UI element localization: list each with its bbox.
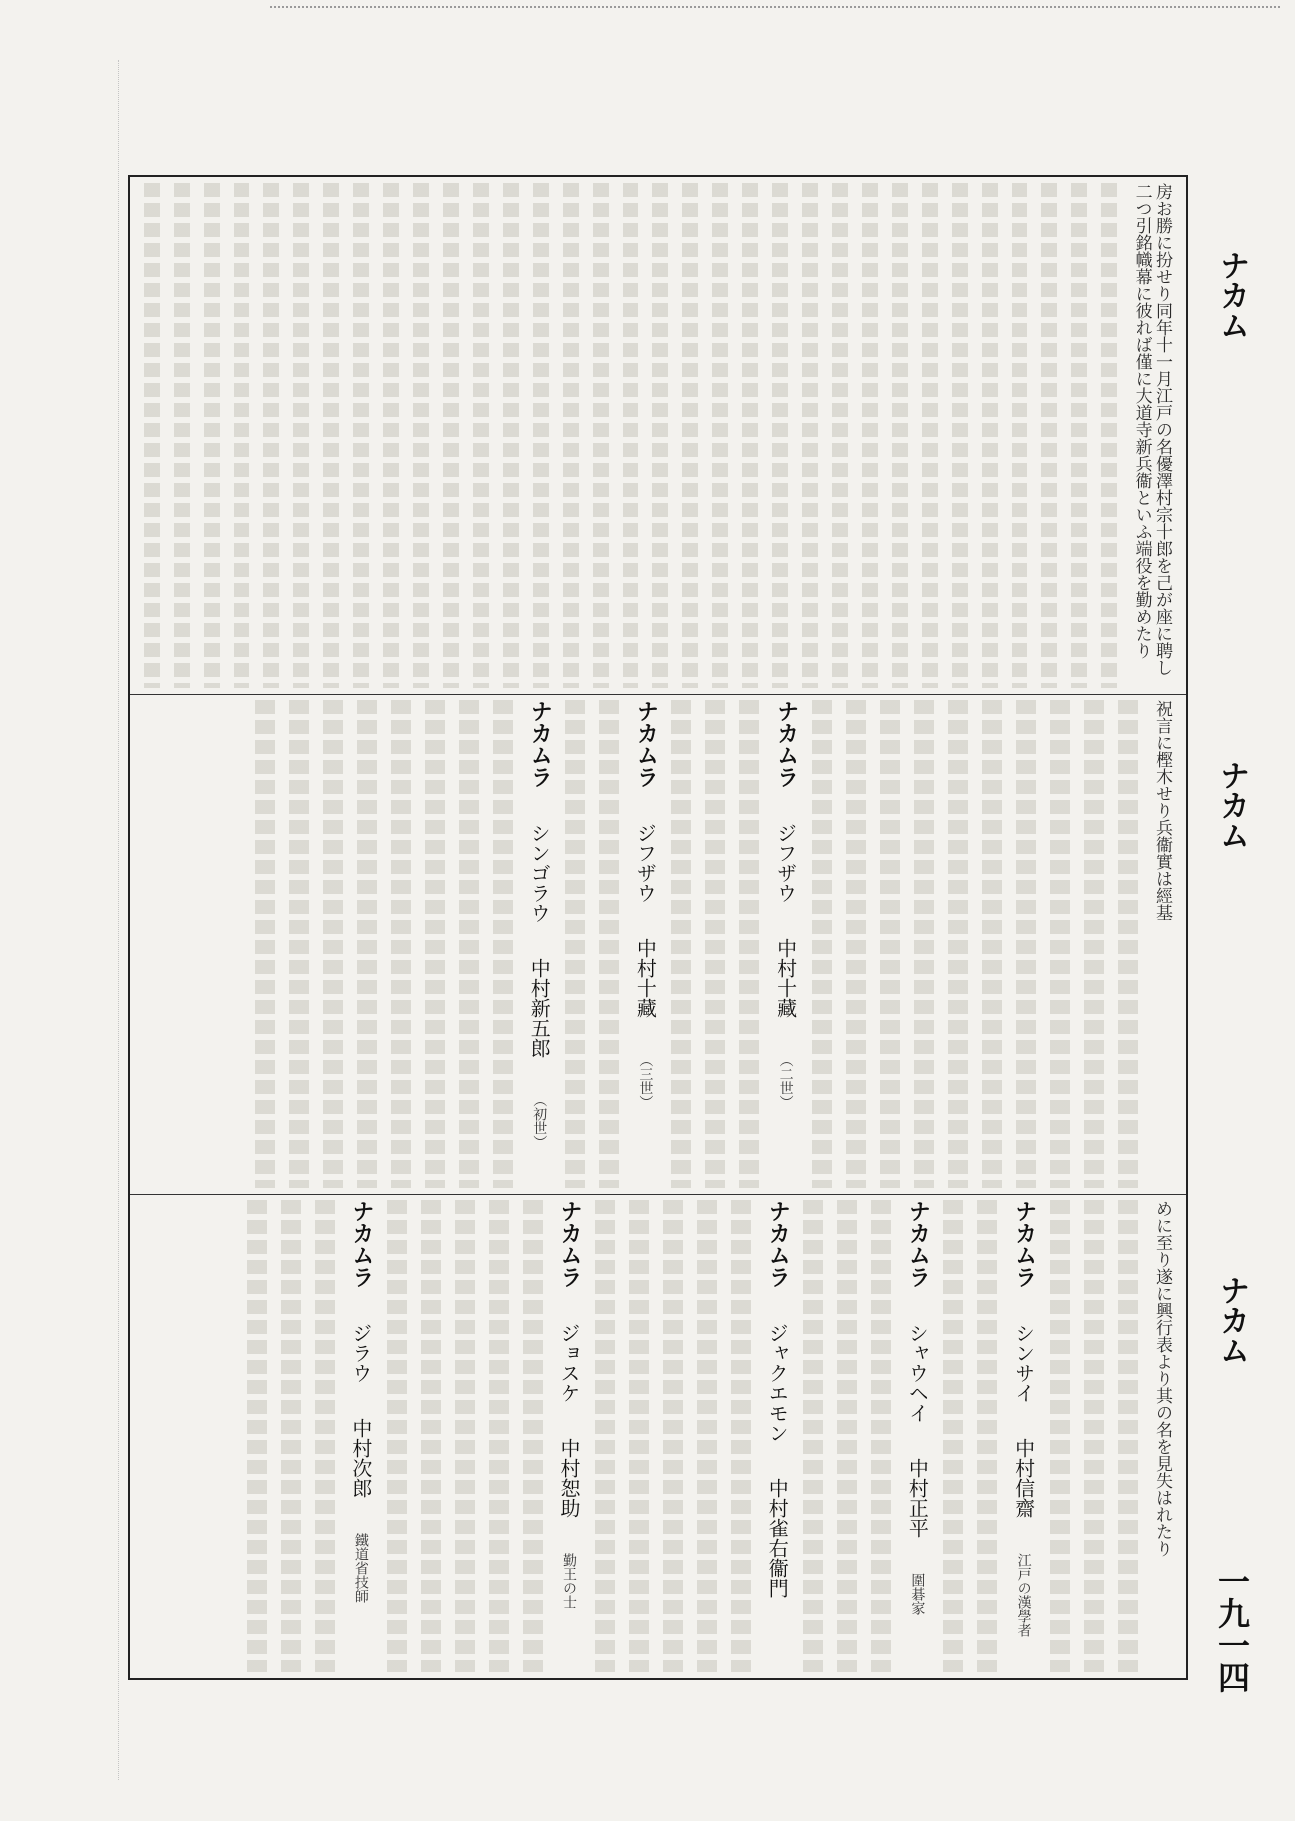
text-column [922, 183, 938, 688]
text-column [1050, 700, 1070, 1188]
text-column [493, 700, 513, 1188]
tier-3 [134, 1194, 1182, 1678]
text-column [383, 183, 399, 688]
text-column [459, 700, 479, 1188]
entry-note: （三世） [637, 1053, 654, 1109]
text-column [802, 183, 818, 688]
text-column [943, 1200, 963, 1672]
text-column [803, 1200, 823, 1672]
left-dotted-rule [118, 60, 119, 1780]
text-column [247, 1200, 267, 1672]
page-frame [128, 175, 1188, 1680]
entry-heading [905, 1200, 929, 1672]
text-column [593, 183, 609, 688]
text-column [353, 183, 369, 688]
entry-note: （初世） [531, 1093, 548, 1149]
entry-reading: ジャクエモン [765, 1323, 790, 1443]
entry-heading [633, 700, 657, 1188]
text-column [671, 700, 691, 1188]
text-column [473, 183, 489, 688]
text-column [289, 700, 309, 1188]
entry-heading [557, 1200, 581, 1672]
text-column [652, 183, 668, 688]
entry-name: ナカムラ [773, 700, 799, 788]
text-column [565, 700, 585, 1188]
text-column [255, 700, 275, 1188]
text-column [204, 183, 220, 688]
text-column [952, 183, 968, 688]
entry-heading [349, 1200, 373, 1672]
text-column [1071, 183, 1087, 688]
text-column [323, 183, 339, 688]
text-column [739, 700, 759, 1188]
entry-heading [773, 700, 797, 1188]
text-column [1041, 183, 1057, 688]
text-column [443, 183, 459, 688]
text-column [1084, 700, 1104, 1188]
section-header: ナカム [1214, 760, 1249, 850]
entry-kanji: 中村次郎 [348, 1418, 373, 1498]
entry-name: ナカムラ [905, 1200, 931, 1288]
text-column [523, 1200, 543, 1672]
text-column [731, 1200, 751, 1672]
text-column [705, 700, 725, 1188]
entry-kanji: 中村雀右衞門 [765, 1478, 790, 1598]
text-column [914, 700, 934, 1188]
entry-reading: ジフザウ [633, 823, 658, 903]
tier-1 [134, 177, 1182, 694]
text-column [982, 700, 1002, 1188]
text-column [742, 183, 758, 688]
entry-reading: ジフザウ [773, 823, 798, 903]
text-column [174, 183, 190, 688]
text-column [323, 700, 343, 1188]
text-column [712, 183, 728, 688]
top-dotted-rule [270, 6, 1280, 8]
text-column [533, 183, 549, 688]
text-column [623, 183, 639, 688]
entry-name: ナカムラ [527, 700, 553, 788]
entry-reading: ジョスケ [557, 1323, 582, 1403]
text-column [663, 1200, 683, 1672]
entry-note: 圍碁家 [909, 1573, 926, 1615]
entry-kanji: 中村十藏 [633, 938, 658, 1018]
entry-reading: シンゴラウ [527, 823, 552, 923]
entry-note: （二世） [777, 1053, 794, 1109]
entry-note: 江戸の漢學者 [1015, 1553, 1032, 1637]
entry-name: ナカムラ [633, 700, 659, 788]
tier3-lead-text: めに至り遂に興行表より其の名を見失はれたり [1152, 1200, 1172, 1557]
text-column [144, 183, 160, 688]
entry-name: ナカムラ [765, 1200, 791, 1288]
text-column [293, 183, 309, 688]
text-column [977, 1200, 997, 1672]
text-column [629, 1200, 649, 1672]
entry-kanji: 中村正平 [905, 1458, 930, 1538]
text-column [1118, 1200, 1138, 1672]
tier2-lead-text: 祝言に樫木せり兵衞實は經基 [1152, 700, 1172, 921]
text-column [1012, 183, 1028, 688]
section-header: ナカム [1214, 1275, 1249, 1365]
entry-reading: シンサイ [1011, 1323, 1036, 1403]
text-column [357, 700, 377, 1188]
text-column [599, 700, 619, 1188]
text-column [425, 700, 445, 1188]
text-column [682, 183, 698, 688]
text-column [772, 183, 788, 688]
text-column [880, 700, 900, 1188]
text-column [862, 183, 878, 688]
text-column [832, 183, 848, 688]
page-number: 一九一四 [1213, 1565, 1251, 1693]
entry-kanji: 中村恕助 [557, 1438, 582, 1518]
text-column [387, 1200, 407, 1672]
entry-kanji: 中村新五郎 [527, 958, 552, 1058]
entry-heading [527, 700, 551, 1188]
entry-note: 鐵道省技師 [352, 1533, 369, 1603]
text-column [281, 1200, 301, 1672]
text-column [1101, 183, 1117, 688]
text-column [563, 183, 579, 688]
tier1-lead-text: 房お勝に扮せり同年十一月江戸の名優澤村宗十郎を己が座に聘し二つ引銘幟幕に彼れば僅に大道寺新兵衞といふ端役を勤めたり [1131, 183, 1172, 676]
text-column [503, 183, 519, 688]
text-column [892, 183, 908, 688]
entry-name: ナカムラ [348, 1200, 374, 1288]
text-column [413, 183, 429, 688]
text-column [846, 700, 866, 1188]
entry-kanji: 中村十藏 [773, 938, 798, 1018]
entry-name: ナカムラ [1011, 1200, 1037, 1288]
text-column [812, 700, 832, 1188]
entry-note: 勤王の士 [561, 1553, 578, 1609]
text-column [1084, 1200, 1104, 1672]
text-column [1050, 1200, 1070, 1672]
text-column [1118, 700, 1138, 1188]
tier-2 [134, 694, 1182, 1194]
entry-heading [1011, 1200, 1035, 1672]
text-column [234, 183, 250, 688]
text-column [697, 1200, 717, 1672]
text-column [455, 1200, 475, 1672]
entry-name: ナカムラ [557, 1200, 583, 1288]
text-column [1016, 700, 1036, 1188]
text-column [489, 1200, 509, 1672]
entry-reading: シャウヘイ [905, 1323, 930, 1423]
section-header: ナカム [1214, 250, 1249, 340]
text-column [982, 183, 998, 688]
text-column [871, 1200, 891, 1672]
text-column [595, 1200, 615, 1672]
entry-kanji: 中村信齋 [1011, 1438, 1036, 1518]
entry-heading [765, 1200, 789, 1672]
text-column [391, 700, 411, 1188]
text-column [837, 1200, 857, 1672]
entry-reading: ジラウ [348, 1323, 373, 1383]
text-column [948, 700, 968, 1188]
text-column [263, 183, 279, 688]
text-column [421, 1200, 441, 1672]
text-column [315, 1200, 335, 1672]
